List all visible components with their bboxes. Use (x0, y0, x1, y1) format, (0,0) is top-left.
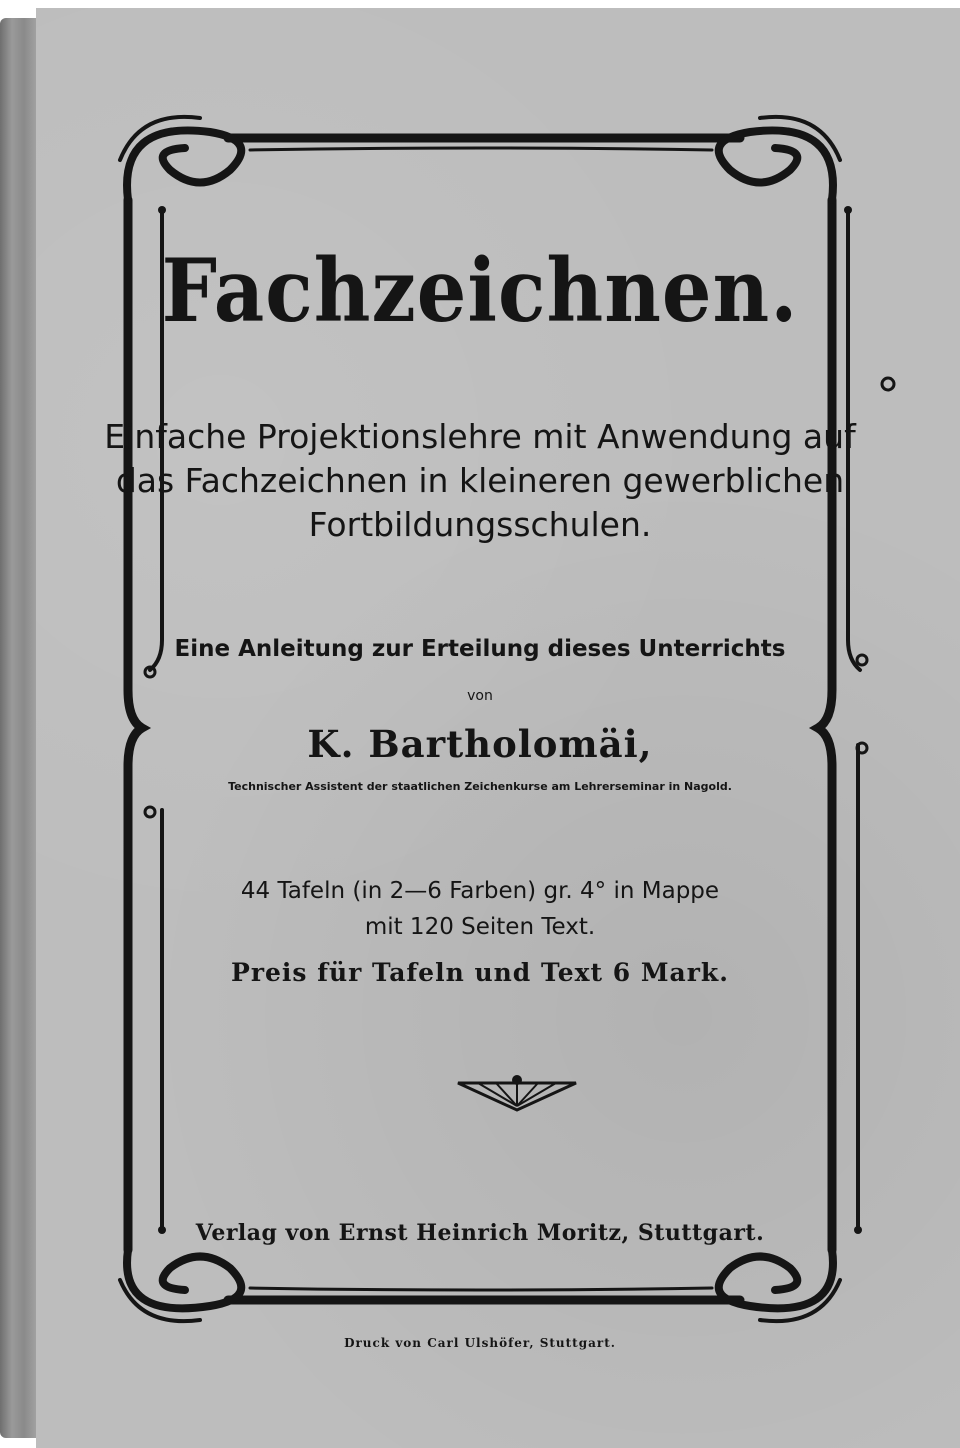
printer-line: Druck von Carl Ulshöfer, Stuttgart. (344, 1336, 616, 1350)
publisher-line: Verlag von Ernst Heinrich Moritz, Stuttgart. (195, 1220, 765, 1246)
subtitle-line-1: Einfache Projektionslehre mit Anwendung auf (104, 417, 856, 456)
subtitle-line-2: das Fachzeichnen in kleineren gewerblichen (115, 461, 845, 500)
guide-line: Eine Anleitung zur Erteilung dieses Unterrichts (174, 636, 786, 662)
author-role: Technischer Assistent der staatlichen Zeichenkurse am Lehrerseminar in Nagold. (228, 780, 732, 793)
price-line: Preis für Tafeln und Text 6 Mark. (231, 958, 729, 987)
subtitle-line-3: Fortbildungsschulen. (308, 505, 652, 544)
by-label: von (467, 688, 493, 704)
author-name: K. Bartholomäi, (307, 722, 653, 766)
book-title: Fachzeichnen. (161, 240, 799, 343)
plates-info: 44 Tafeln (in 2—6 Farben) gr. 4° in Mappe (240, 878, 720, 904)
text-pages-info: mit 120 Seiten Text. (364, 914, 596, 940)
